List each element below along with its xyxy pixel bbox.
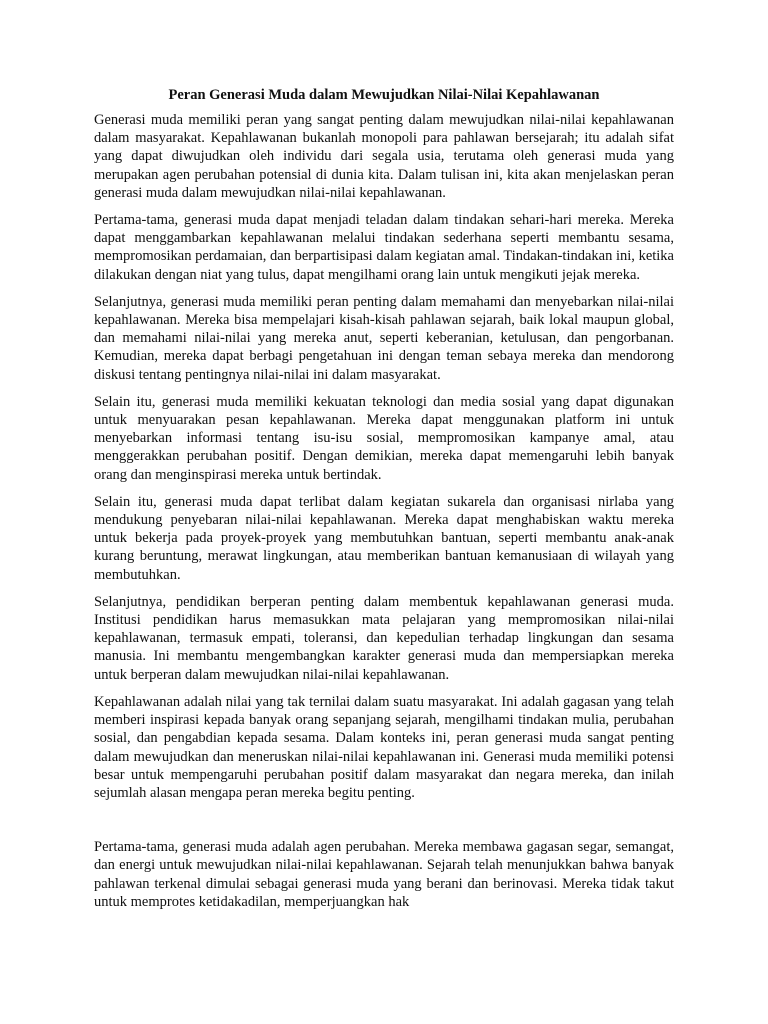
paragraph-4: Selain itu, generasi muda memiliki kekuatan teknologi dan media sosial yang dapat digunakan untuk menyuarakan pesan kepahlawanan. Mereka dapat menggunakan platform ini untuk menyebarkan informasi tentang isu-isu sosial, mempromosikan kampanye amal, atau menggerakkan perubahan positif. Dengan demikian, mereka dapat memengaruhi lebih banyak orang dan menginspirasi mereka untuk bertindak. — [94, 393, 674, 483]
paragraph-3: Selanjutnya, generasi muda memiliki peran penting dalam memahami dan menyebarkan nilai-nilai kepahlawanan. Mereka bisa mempelajari kisah-kisah pahlawan sejarah, baik lokal maupun global, dan memahami nilai-nilai yang mereka anut, seperti keberanian, ketulusan, dan pengorbanan. Kemudian, mereka dapat berbagi pengetahuan ini dengan teman sebaya mereka dan mendorong diskusi tentang pentingnya nilai-nilai ini dalam masyarakat. — [94, 293, 674, 383]
paragraph-8: Pertama-tama, generasi muda adalah agen perubahan. Mereka membawa gagasan segar, semangat, dan energi untuk mewujudkan nilai-nilai kepahlawanan. Sejarah telah menunjukkan bahwa banyak pahlawan terkenal dimulai sebagai generasi muda yang berani dan berinovasi. Mereka tidak takut untuk memprotes ketidakadilan, memperjuangkan hak — [94, 839, 674, 910]
paragraph-5: Selain itu, generasi muda dapat terlibat dalam kegiatan sukarela dan organisasi nirlaba yang mendukung penyebaran nilai-nilai kepahlawanan. Mereka dapat menghabiskan waktu mereka untuk bekerja pada proyek-proyek yang membutuhkan bantuan, seperti membantu anak-anak kurang beruntung, merawat lingkungan, atau memberikan bantuan kemanusiaan di wilayah yang membutuhkan. — [94, 493, 674, 583]
paragraph-7: Kepahlawanan adalah nilai yang tak ternilai dalam suatu masyarakat. Ini adalah gagasan yang telah memberi inspirasi kepada banyak orang sepanjang sejarah, mengilhami tindakan mulia, perubahan sosial, dan pengabdian kepada sesama. Dalam konteks ini, peran generasi muda sangat penting dalam mewujudkan dan meneruskan nilai-nilai kepahlawanan ini. Generasi muda memiliki potensi besar untuk mempengaruhi perubahan positif dalam masyarakat dan negara mereka, dan inilah sejumlah alasan mengapa peran mereka begitu penting. — [94, 693, 674, 801]
paragraph-1: Generasi muda memiliki peran yang sangat penting dalam mewujudkan nilai-nilai kepahlawanan dalam masyarakat. Kepahlawanan bukanlah monopoli para pahlawan bersejarah; itu adalah sifat yang dapat diwujudkan oleh individu dari segala usia, terutama oleh generasi muda yang merupakan agen perubahan potensial di dunia kita. Dalam tulisan ini, kita akan menjelaskan peran generasi muda dalam mewujudkan nilai-nilai kepahlawanan. — [94, 112, 674, 201]
document-title: Peran Generasi Muda dalam Mewujudkan Nilai-Nilai Kepahlawanan — [168, 87, 600, 103]
paragraph-2: Pertama-tama, generasi muda dapat menjadi teladan dalam tindakan sehari-hari mereka. Mereka dapat menggambarkan kepahlawanan melalui tindakan sederhana seperti membantu sesama, mempromosikan perdamaian, dan berpartisipasi dalam kegiatan amal. Tindakan-tindakan ini, ketika dilakukan dengan niat yang tulus, dapat mengilhami orang lain untuk mengikuti jejak mereka. — [94, 212, 674, 283]
paragraph-6: Selanjutnya, pendidikan berperan penting dalam membentuk kepahlawanan generasi muda. Institusi pendidikan harus memasukkan mata pelajaran yang mempromosikan nilai-nilai kepahlawanan, termasuk empati, toleransi, dan kepedulian terhadap lingkungan dan sesama manusia. Ini membantu mengembangkan karakter generasi muda dan mempersiapkan mereka untuk berperan dalam mewujudkan nilai-nilai kepahlawanan. — [94, 593, 674, 683]
